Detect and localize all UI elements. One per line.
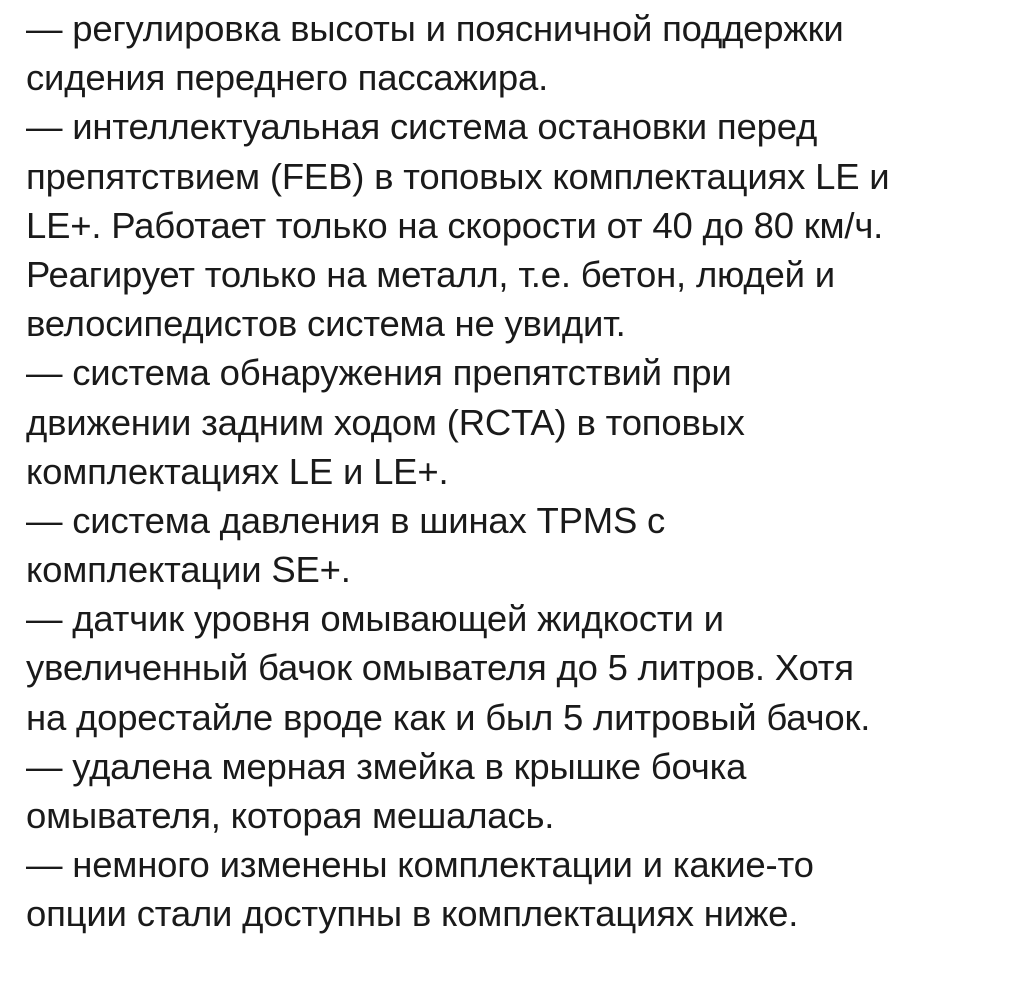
text-line: — система обнаружения препятствий при [26, 352, 732, 394]
text-line: движении задним ходом (RCTA) в топовых [26, 401, 745, 443]
text-line: увеличенный бачок омывателя до 5 литров. Хотя [26, 647, 854, 689]
text-line: — датчик уровня омывающей жидкости и [26, 598, 724, 640]
text-line: комплектации SE+. [26, 549, 351, 591]
text-line: — регулировка высоты и поясничной поддержки [26, 8, 844, 49]
text-line: сидения переднего пассажира. [26, 57, 549, 99]
text-line: — удалена мерная змейка в крышке бочка [26, 745, 747, 787]
text-line: — система давления в шинах TPMS с [26, 499, 666, 541]
text-line: комплектациях LE и LE+. [26, 450, 449, 492]
text-line: — интеллектуальная система остановки перед [26, 106, 818, 148]
article-text [26, 4, 1016, 939]
text-line: на дорестайле вроде как и был 5 литровый бачок. [26, 696, 871, 738]
text-line: Реагирует только на металл, т.е. бетон, людей и [26, 253, 835, 295]
text-line: омывателя, которая мешалась. [26, 795, 555, 836]
text-line: опции стали доступны в комплектациях ниже. [26, 893, 799, 935]
text-line: — немного изменены комплектации и какие-то [26, 844, 814, 886]
text-line: препятствием (FEB) в топовых комплектациях LE и [26, 155, 890, 197]
text-line: LE+. Работает только на скорости от 40 до 80 км/ч. [26, 204, 884, 246]
text-line: велосипедистов система не увидит. [26, 303, 626, 345]
